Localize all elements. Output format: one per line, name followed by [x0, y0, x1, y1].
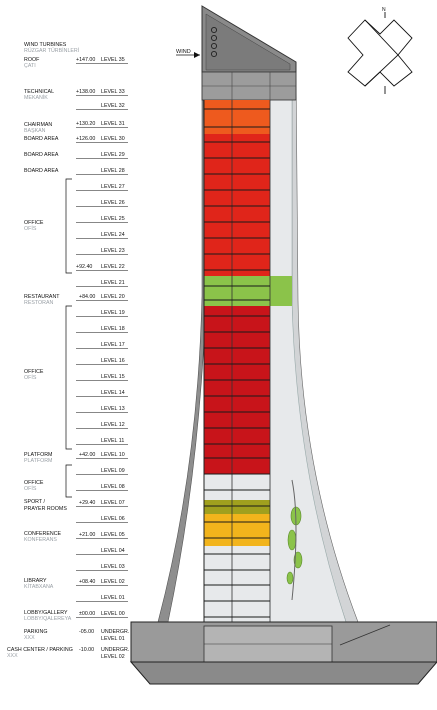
underground-2-b: LEVEL 02 [101, 654, 125, 660]
level-label: LEVEL 23 [101, 248, 125, 254]
level-label: LEVEL 31 [101, 121, 125, 127]
label-restaurant-sub: RESTORAN [24, 300, 54, 306]
annotation-column [7, 42, 129, 660]
label-board-area-3: BOARD AREA [24, 168, 59, 174]
elev-lobby: ±00.00 [79, 611, 96, 617]
label-chairman-sub: BAŞKAN [24, 128, 46, 134]
label-roof-sub: ÇATI [24, 63, 36, 69]
label-chairman: CHAIRMAN [24, 122, 53, 128]
label-technical: TECHNICAL [24, 89, 55, 95]
level-label: LEVEL 32 [101, 103, 125, 109]
left-curved-facade [158, 10, 206, 622]
elev-roof: +147.00 [76, 57, 96, 63]
level-label: LEVEL 02 [101, 579, 125, 585]
label-prayer: PRAYER ROOMS [24, 506, 67, 512]
level-label: LEVEL 29 [101, 152, 125, 158]
label-conference: CONFERENCE [24, 531, 62, 537]
level-label: LEVEL 21 [101, 280, 125, 286]
north-label: N [382, 7, 386, 13]
sport-block [204, 500, 270, 514]
elev-sport: +29.40 [79, 500, 96, 506]
level-label: LEVEL 25 [101, 216, 125, 222]
label-library: LIBRARY [24, 578, 47, 584]
label-office-upper: OFFICE [24, 220, 44, 226]
label-lobby: LOBBY/GALLERY [24, 610, 68, 616]
platform-block [204, 474, 270, 500]
level-label: LEVEL 06 [101, 516, 125, 522]
zone-brackets [66, 179, 72, 497]
level-label: LEVEL 12 [101, 422, 125, 428]
label-library-sub: KİTABXANA [24, 584, 54, 590]
elev-level22: +92.40 [76, 264, 93, 270]
level-label: LEVEL 20 [101, 294, 125, 300]
tower [131, 6, 437, 684]
elev-chairman: +130.20 [76, 121, 96, 127]
label-parking: PARKING [24, 629, 48, 635]
level-label: LEVEL 18 [101, 326, 125, 332]
elev-conference: +21.00 [79, 532, 96, 538]
level-label: LEVEL 30 [101, 136, 125, 142]
label-cash-center-sub: XXX [7, 653, 18, 659]
level-label: LEVEL 10 [101, 452, 125, 458]
level-label: LEVEL 04 [101, 548, 125, 554]
label-office-mid: OFFICE [24, 480, 44, 486]
level-label: LEVEL 16 [101, 358, 125, 364]
level-label: LEVEL 00 [101, 611, 125, 617]
level-label: LEVEL 13 [101, 406, 125, 412]
level-label: LEVEL 08 [101, 484, 125, 490]
elev-platform: +42.00 [79, 452, 96, 458]
level-label: LEVEL 07 [101, 500, 125, 506]
underground-1-b: LEVEL 01 [101, 636, 125, 642]
label-board-area-2: BOARD AREA [24, 152, 59, 158]
level-label: LEVEL 22 [101, 264, 125, 270]
elev-cash: -10.00 [79, 647, 95, 653]
label-technical-sub: MEKANİK [24, 95, 48, 101]
level-label: LEVEL 01 [101, 595, 125, 601]
label-office-lower: OFFICE [24, 369, 44, 375]
upper-office-block [204, 134, 270, 276]
level-label: LEVEL 28 [101, 168, 125, 174]
label-office-lower-sub: OFİS [24, 375, 37, 381]
library-block [204, 546, 270, 622]
label-office-mid-sub: OFİS [24, 486, 37, 492]
elev-technical: +138.00 [76, 89, 96, 95]
level-label: LEVEL 05 [101, 532, 125, 538]
elev-restaurant: +84.00 [79, 294, 96, 300]
chairman-block [204, 100, 270, 134]
level-label: LEVEL 19 [101, 310, 125, 316]
level-label: LEVEL 33 [101, 89, 125, 95]
elev-parking: -05.00 [79, 629, 95, 635]
label-platform-sub: PLATFORM [24, 458, 53, 464]
label-cash-center: CASH CENTER / PARKING [7, 647, 73, 653]
label-office-upper-sub: OFİS [24, 226, 37, 232]
level-label: LEVEL 27 [101, 184, 125, 190]
level-label: LEVEL 17 [101, 342, 125, 348]
label-sport: SPORT / [24, 499, 45, 505]
north-arrow-icon [348, 7, 412, 94]
wind-label: WIND [176, 49, 191, 55]
conference-block [204, 514, 270, 546]
level-label: LEVEL 15 [101, 374, 125, 380]
label-lobby-sub: LOBBY/QALEREYA [24, 616, 72, 622]
label-wind-turbines: WIND TURBINES [24, 42, 67, 48]
label-parking-sub: XXX [24, 635, 35, 641]
label-board-area-1: BOARD AREA [24, 136, 59, 142]
label-wind-turbines-sub: RÜZGAR TÜRBİNLERİ [24, 48, 80, 54]
elev-board: +126.00 [76, 136, 96, 142]
level-label: LEVEL 14 [101, 390, 125, 396]
level-label: LEVEL 24 [101, 232, 125, 238]
atrium-glass-zone [270, 100, 346, 622]
label-restaurant: RESTAURANT [24, 294, 60, 300]
wind-indicator [176, 49, 200, 58]
level-label: LEVEL 03 [101, 564, 125, 570]
level-label: LEVEL 26 [101, 200, 125, 206]
level-label: LEVEL 09 [101, 468, 125, 474]
elev-library: +08.40 [79, 579, 96, 585]
level-label: LEVEL 11 [101, 438, 125, 444]
lower-office-block [204, 306, 270, 474]
underground-2-a: UNDERGR. [101, 647, 130, 653]
label-conference-sub: KONFERANS [24, 537, 57, 543]
label-platform: PLATFORM [24, 452, 53, 458]
level-label: LEVEL 35 [101, 57, 125, 63]
underground-1-a: UNDERGR. [101, 629, 130, 635]
label-roof: ROOF [24, 57, 40, 63]
restaurant-block [204, 276, 292, 306]
foundation [131, 662, 437, 684]
